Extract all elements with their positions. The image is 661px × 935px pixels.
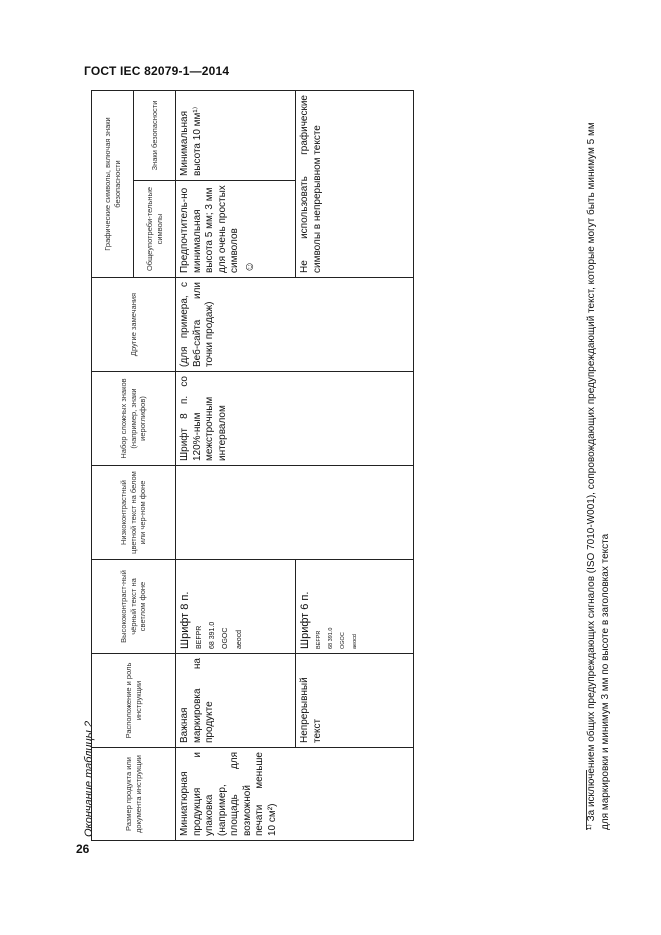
cell-font-6: [296, 560, 414, 654]
font-6-sample-2: 68 391.0: [327, 627, 334, 649]
footnote-line-1: ¹⁾ За исключением общих предупреждающих сигналов (ISO 7010-W001), сопровождающих предупреждающий текст, которые могут быть минимум 5 мм: [586, 122, 597, 830]
smiley-icon: ☺: [241, 260, 256, 273]
cell-graphic-note: Не использовать графические символы в непрерывном тексте: [296, 91, 414, 278]
document-header: ГОСТ IEC 82079-1—2014: [84, 64, 230, 78]
cell-location-text: Непрерывный текст: [296, 654, 414, 748]
font-8-label: Шрифт 8 п.: [179, 591, 191, 649]
col-location-header: Расположение и роль инструкции: [92, 654, 176, 748]
font-6-label: Шрифт 6 п.: [299, 591, 311, 649]
rotated-table: [91, 91, 413, 841]
col-low-contrast-header: Низкоконтрастный цветной текст на белом или чер-ном фоне: [92, 466, 176, 560]
cell-safety-signs: Минимальная высота 10 мм¹⁾: [176, 91, 296, 181]
font-6-sample-1: BEFPR: [315, 630, 322, 649]
col-size-header: Размер продукта или документа инструкции: [92, 748, 176, 841]
font-8-sample-3: OGOC: [222, 627, 230, 649]
cell-location-marking: Важная маркировка на продукте: [176, 654, 296, 748]
col-high-contrast-header: Высококонтраст-ный чёрный текст на светлом фоне: [92, 560, 176, 654]
col-safety-signs-header: Знаки безопасности: [134, 91, 176, 181]
col-complex-header: Набор сложных знаков (например, знаки иероглифов): [92, 372, 176, 466]
col-general-symbols-header: Общеупотреби-тельные символы: [134, 181, 176, 278]
cell-low-contrast: [176, 466, 414, 560]
font-8-sample-4: aeocd: [235, 629, 243, 649]
cell-font-8: [176, 560, 296, 654]
col-graphic-group-header: Графические символы, включая знаки безопасности: [92, 91, 134, 278]
general-symbols-text: Предпочтитель-но минимальная высота 5 мм; 3 мм для очень простых символов: [179, 185, 240, 273]
page-number: 26: [76, 842, 90, 856]
table-caption: Окончание таблицы 2: [83, 720, 95, 837]
footnote-line-2: для маркировки и минимум 3 мм по высоте в заголовках текста: [600, 533, 611, 830]
font-8-sample-2: 68 391.0: [209, 621, 217, 649]
font-6-sample-3: OGOC: [339, 632, 346, 649]
requirements-table: [91, 90, 414, 841]
cell-other: (для примера, с Веб-сайта или точки продаж): [176, 278, 414, 372]
font-8-sample-1: BEFPR: [195, 625, 203, 649]
col-other-header: Другие замечания: [92, 278, 176, 372]
cell-general-symbols: [176, 181, 296, 278]
cell-size: Миниатюрная продукция и упаковка (например, площадь для возможной печати меньше 10 см²): [176, 748, 414, 841]
cell-complex: Шрифт 8 п. со 120%-ным межстрочным интервалом: [176, 372, 414, 466]
font-6-sample-4: aeocd: [352, 634, 359, 649]
